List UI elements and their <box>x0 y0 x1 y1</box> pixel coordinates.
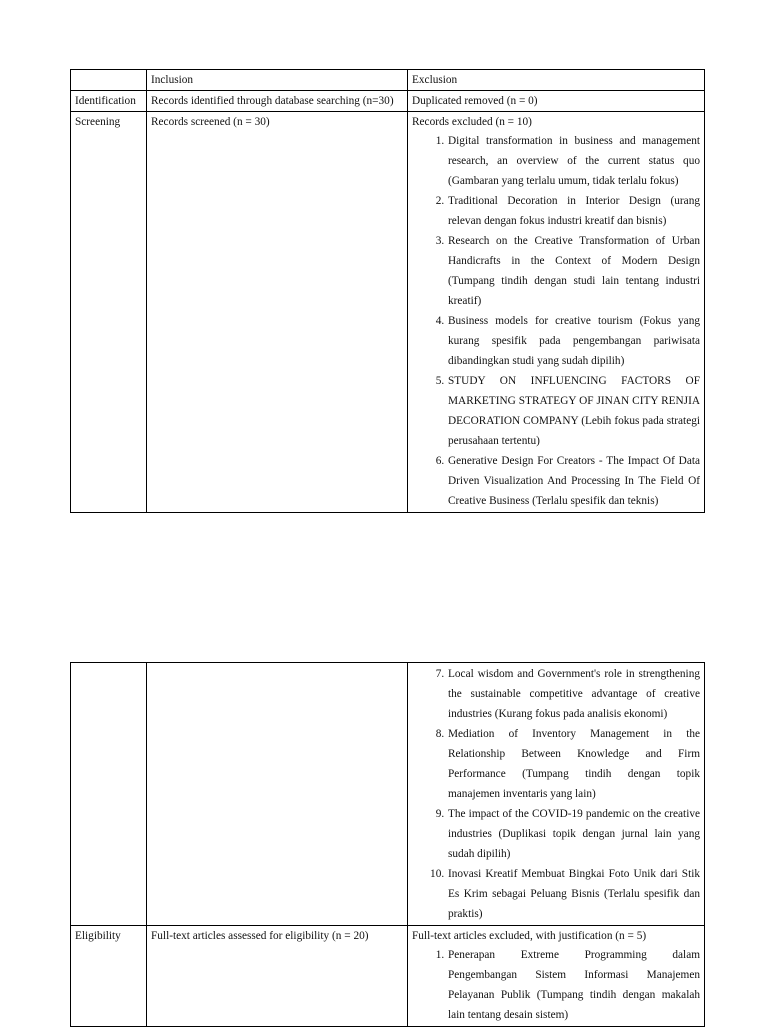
excluded-records-list <box>412 131 700 511</box>
list-item: 4. Business models for creative tourism (Fokus yang kurang spesifik pada pengembangan pariwisata dibandingkan studi yang sudah dipilih) <box>447 311 700 371</box>
stage-empty-cell <box>71 663 147 926</box>
screening-exclusion-title: Records excluded (n = 10) <box>412 116 532 128</box>
list-item: 7. Local wisdom and Government's role in strengthening the sustainable competitive advantage of creative industries (Kurang fokus pada analisis ekonomi) <box>447 664 700 724</box>
stage-screening: Screening <box>71 112 147 513</box>
stage-identification: Identification <box>71 91 147 112</box>
list-item: 1. Digital transformation in business and management research, an overview of the current status quo (Gambaran yang terlalu umum, tidak terlalu fokus) <box>447 131 700 191</box>
list-item: 9. The impact of the COVID-19 pandemic on the creative industries (Duplikasi topik dengan jurnal lain yang sudah dipilih) <box>447 804 700 864</box>
screening-exclusion <box>408 112 705 513</box>
list-item: 10. Inovasi Kreatif Membuat Bingkai Foto Unik dari Stik Es Krim sebagai Peluang Bisnis (Terlalu spesifik dan praktis) <box>447 864 700 924</box>
list-item: 3. Research on the Creative Transformation of Urban Handicrafts in the Context of Modern Design (Tumpang tindih dengan studi lain tentang industri kreatif) <box>447 231 700 311</box>
list-item: 2. Traditional Decoration in Interior Design (urang relevan dengan fokus industri kreatif dan bisnis) <box>447 191 700 231</box>
prisma-table-page-part-2 <box>70 662 705 1027</box>
list-item: 8. Mediation of Inventory Management in the Relationship Between Knowledge and Firm Performance (Tumpang tindih dengan topik manajemen inventaris yang lain) <box>447 724 700 804</box>
stage-eligibility: Eligibility <box>71 926 147 1027</box>
eligibility-exclusion-title: Full-text articles excluded, with justification (n = 5) <box>412 930 647 942</box>
table-header-row <box>71 70 705 91</box>
excluded-articles-list <box>412 945 700 1025</box>
header-inclusion-cell: Inclusion <box>147 70 408 91</box>
table-row-identification <box>71 91 705 112</box>
header-exclusion-cell: Exclusion <box>408 70 705 91</box>
table-row-eligibility <box>71 926 705 1027</box>
prisma-table-page-part-1 <box>70 69 705 513</box>
table-row-screening <box>71 112 705 513</box>
identification-exclusion: Duplicated removed (n = 0) <box>408 91 705 112</box>
list-item: 1. Penerapan Extreme Programming dalam Pengembangan Sistem Informasi Manajemen Pelayanan Publik (Tumpang tindih dengan makalah lain tentang desain sistem) <box>447 945 700 1025</box>
screening-inclusion: Records screened (n = 30) <box>147 112 408 513</box>
inclusion-empty-cell <box>147 663 408 926</box>
identification-inclusion: Records identified through database searching (n=30) <box>147 91 408 112</box>
list-item: 5. STUDY ON INFLUENCING FACTORS OF MARKETING STRATEGY OF JINAN CITY RENJIA DECORATION COMPANY (Lebih fokus pada strategi perusahaan tertentu) <box>447 371 700 451</box>
eligibility-exclusion <box>408 926 705 1027</box>
list-item: 6. Generative Design For Creators - The Impact Of Data Driven Visualization And Processing In The Field Of Creative Business (Terlalu spesifik dan teknis) <box>447 451 700 511</box>
eligibility-inclusion: Full-text articles assessed for eligibility (n = 20) <box>147 926 408 1027</box>
header-stage-cell <box>71 70 147 91</box>
table-row-screening-continued <box>71 663 705 926</box>
excluded-records-list-continued <box>412 664 700 924</box>
screening-exclusion-continued <box>408 663 705 926</box>
